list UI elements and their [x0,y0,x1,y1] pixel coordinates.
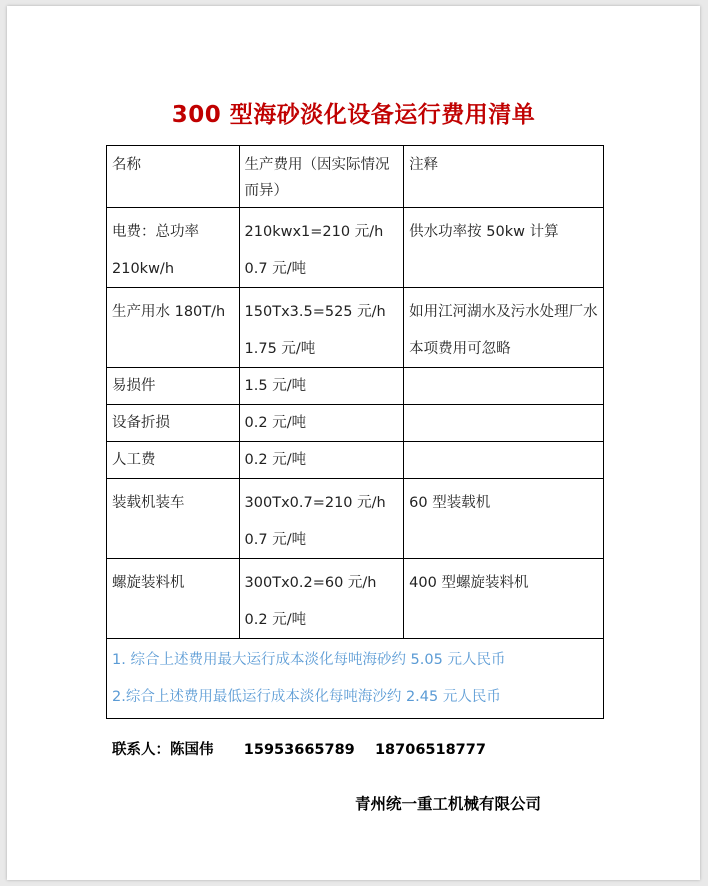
cost-line: 0.7 元/吨 [244,260,307,277]
row-note: 如用江河湖水及污水处理厂水本项费用可忽略 [404,288,604,368]
row-cost [239,288,404,368]
table-row [107,479,604,559]
cost-line: 1.75 元/吨 [244,340,316,357]
company-name: 青州统一重工机械有限公司 [355,795,542,813]
cost-line: 0.2 元/吨 [244,611,307,628]
row-note [404,368,604,405]
row-cost [239,559,404,639]
table-header-row [107,146,604,208]
table-row [107,208,604,288]
row-note [404,405,604,442]
summary-line: 2.综合上述费用最低运行成本淡化每吨海沙约 2.45 元人民币 [112,688,501,705]
row-name: 电费：总功率 210kw/h [107,208,240,288]
cost-line: 300Tx0.2=60 元/h [244,575,377,591]
row-note: 60 型装载机 [404,479,604,559]
cost-line: 0.7 元/吨 [244,531,307,548]
row-cost: 0.2 元/吨 [239,405,404,442]
summary-line: 1. 综合上述费用最大运行成本淡化每吨海砂约 5.05 元人民币 [112,652,506,668]
row-note [404,442,604,479]
table-row [107,288,604,368]
row-cost: 1.5 元/吨 [239,368,404,405]
cost-table [106,145,604,719]
row-note: 400 型螺旋装料机 [404,559,604,639]
header-name: 名称 [107,146,240,208]
page-title: 300 型海砂淡化设备运行费用清单 [171,102,536,128]
header-note: 注释 [404,146,604,208]
row-name: 易损件 [107,368,240,405]
table-row [107,405,604,442]
cost-line: 150Tx3.5=525 元/h [244,304,386,320]
summary-row [107,639,604,719]
table-row [107,559,604,639]
row-name: 人工费 [107,442,240,479]
row-name: 螺旋装料机 [107,559,240,639]
document-page [7,6,700,880]
table-row [107,368,604,405]
row-cost [239,208,404,288]
row-name: 生产用水 180T/h [107,288,240,368]
row-cost: 0.2 元/吨 [239,442,404,479]
cost-line: 300Tx0.7=210 元/h [244,495,386,511]
row-note: 供水功率按 50kw 计算 [404,208,604,288]
table-row [107,442,604,479]
row-cost [239,479,404,559]
summary-cell [107,639,604,719]
cost-line: 210kwx1=210 元/h [244,224,384,240]
header-cost: 生产费用（因实际情况而异） [239,146,404,208]
row-name: 设备折损 [107,405,240,442]
row-name: 装载机装车 [107,479,240,559]
contact-info: 联系人：陈国伟 15953665789 18706518777 [112,742,486,758]
